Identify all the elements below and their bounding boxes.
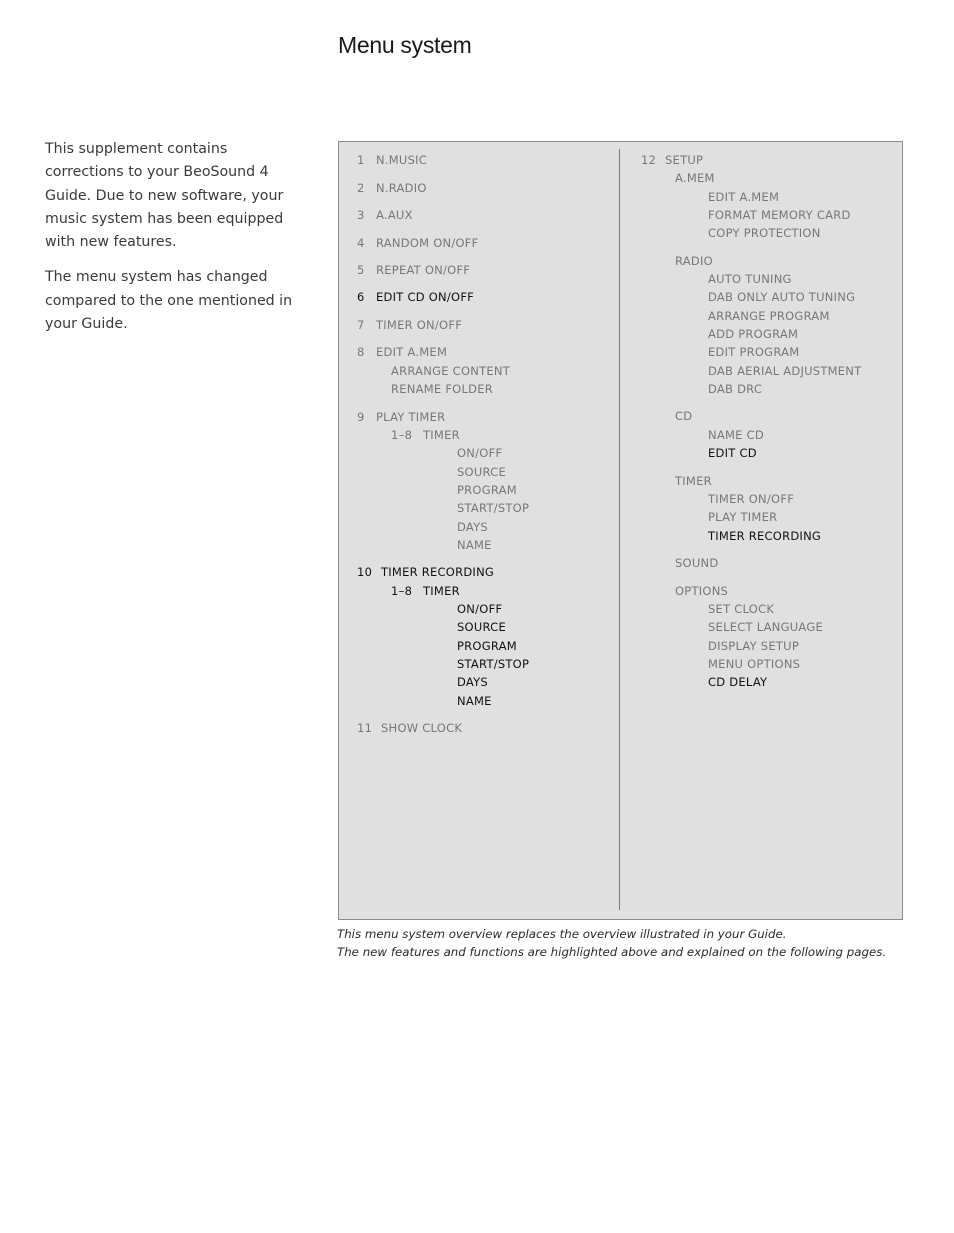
menu-item-label: A.AUX — [376, 208, 413, 222]
menu-item-label: NAME CD — [708, 428, 764, 442]
menu-item-right-20 — [708, 529, 821, 543]
menu-item-left-1 — [357, 153, 427, 167]
menu-item-label: TIMER ON/OFF — [708, 492, 795, 506]
menu-item-label: OPTIONS — [675, 584, 729, 598]
menu-item-right-25 — [708, 639, 799, 653]
menu-item-label: RANDOM ON/OFF — [376, 236, 479, 250]
menu-item-label: REPEAT ON/OFF — [376, 263, 471, 277]
menu-item-right-16 — [708, 446, 757, 460]
menu-item-label: A.MEM — [675, 171, 715, 185]
menu-item-right-12 — [708, 364, 861, 378]
menu-item-right-4 — [708, 208, 851, 222]
menu-item-right-14 — [675, 409, 692, 423]
menu-item-number: 6 — [357, 290, 365, 304]
menu-item-label: CD DELAY — [708, 675, 768, 689]
menu-item-left-20 — [391, 584, 460, 598]
menu-item-right-1 — [641, 153, 703, 167]
menu-item-label: TIMER — [675, 474, 712, 488]
menu-item-right-10 — [708, 327, 798, 341]
menu-item-label: PLAY TIMER — [708, 510, 778, 524]
menu-item-right-13 — [708, 382, 762, 396]
menu-item-left-16 — [457, 501, 529, 515]
menu-item-left-18 — [457, 538, 492, 552]
menu-item-label: CD — [675, 409, 693, 423]
menu-item-left-14 — [457, 465, 506, 479]
menu-item-label: PROGRAM — [457, 483, 517, 497]
menu-item-label: START/STOP — [457, 501, 530, 515]
menu-item-right-2 — [675, 171, 715, 185]
menu-item-right-15 — [708, 428, 764, 442]
menu-item-right-7 — [708, 272, 792, 286]
menu-item-label: N.RADIO — [376, 181, 427, 195]
menu-item-left-12 — [391, 428, 460, 442]
menu-item-label: EDIT PROGRAM — [708, 345, 800, 359]
menu-item-number: 5 — [357, 263, 365, 277]
menu-item-left-21 — [457, 602, 502, 616]
menu-item-label: DAB ONLY AUTO TUNING — [708, 290, 856, 304]
menu-item-number: 1–8 — [391, 584, 413, 598]
menu-item-label: SHOW CLOCK — [381, 721, 463, 735]
menu-item-label: N.MUSIC — [376, 153, 428, 167]
menu-item-right-18 — [708, 492, 794, 506]
menu-item-label: TIMER ON/OFF — [376, 318, 463, 332]
menu-item-number: 7 — [357, 318, 365, 332]
menu-item-left-25 — [457, 675, 488, 689]
menu-item-left-23 — [457, 639, 517, 653]
menu-item-number: 10 — [357, 565, 373, 579]
menu-item-number: 1 — [357, 153, 365, 167]
menu-item-number: 9 — [357, 410, 365, 424]
menu-item-label: SOUND — [675, 556, 719, 570]
menu-item-left-11 — [357, 410, 445, 424]
menu-item-left-13 — [457, 446, 502, 460]
column-divider — [619, 149, 620, 910]
menu-item-left-24 — [457, 657, 529, 671]
menu-item-label: ADD PROGRAM — [708, 327, 799, 341]
menu-item-number: 4 — [357, 236, 365, 250]
menu-item-label: AUTO TUNING — [708, 272, 792, 286]
menu-item-label: DISPLAY SETUP — [708, 639, 799, 653]
caption-line-2: The new features and functions are highlighted above and explained on the following pages. — [337, 945, 887, 960]
menu-item-left-2 — [357, 181, 427, 195]
menu-item-label: TIMER RECORDING — [381, 565, 495, 579]
menu-item-label: TIMER RECORDING — [708, 529, 822, 543]
page-title: Menu system — [338, 32, 472, 58]
menu-item-right-6 — [675, 254, 713, 268]
menu-overview-panel — [338, 141, 903, 920]
menu-item-label: EDIT A.MEM — [376, 345, 448, 359]
menu-item-label: START/STOP — [457, 657, 530, 671]
menu-item-label: ON/OFF — [457, 446, 503, 460]
menu-item-label: PROGRAM — [457, 639, 517, 653]
menu-item-label: SET CLOCK — [708, 602, 775, 616]
menu-item-right-17 — [675, 474, 712, 488]
menu-item-label: DAB DRC — [708, 382, 763, 396]
menu-item-label: ON/OFF — [457, 602, 503, 616]
menu-item-right-19 — [708, 510, 777, 524]
menu-item-right-5 — [708, 226, 821, 240]
menu-item-left-5 — [357, 263, 470, 277]
menu-item-left-17 — [457, 520, 488, 534]
menu-item-label: DAYS — [457, 520, 488, 534]
menu-item-label: EDIT CD ON/OFF — [376, 290, 475, 304]
menu-item-left-27 — [357, 721, 462, 735]
menu-item-number: 3 — [357, 208, 365, 222]
menu-item-label: NAME — [457, 538, 492, 552]
menu-item-label: RADIO — [675, 254, 713, 268]
menu-item-left-10 — [391, 382, 493, 396]
menu-item-right-24 — [708, 620, 823, 634]
figure-caption — [337, 925, 886, 962]
intro-text — [45, 138, 307, 348]
menu-item-right-11 — [708, 345, 799, 359]
menu-item-right-22 — [675, 584, 728, 598]
menu-item-label: RENAME FOLDER — [391, 382, 494, 396]
menu-item-label: COPY PROTECTION — [708, 226, 821, 240]
menu-item-right-21 — [675, 556, 718, 570]
menu-item-left-4 — [357, 236, 479, 250]
menu-item-right-9 — [708, 309, 830, 323]
menu-item-label: EDIT A.MEM — [708, 190, 780, 204]
menu-item-left-15 — [457, 483, 517, 497]
menu-item-right-27 — [708, 675, 767, 689]
menu-item-number: 12 — [641, 153, 657, 167]
menu-item-label: DAYS — [457, 675, 488, 689]
menu-item-left-26 — [457, 694, 492, 708]
menu-item-left-7 — [357, 318, 462, 332]
menu-item-label: FORMAT MEMORY CARD — [708, 208, 851, 222]
menu-item-number: 1–8 — [391, 428, 413, 442]
menu-item-label: EDIT CD — [708, 446, 757, 460]
menu-item-number: 11 — [357, 721, 373, 735]
menu-item-right-3 — [708, 190, 779, 204]
menu-item-label: SOURCE — [457, 620, 506, 634]
menu-item-left-9 — [391, 364, 510, 378]
menu-item-label: NAME — [457, 694, 492, 708]
menu-item-left-19 — [357, 565, 494, 579]
menu-item-label: ARRANGE CONTENT — [391, 364, 511, 378]
menu-item-left-3 — [357, 208, 413, 222]
menu-item-label: MENU OPTIONS — [708, 657, 801, 671]
menu-item-number: 2 — [357, 181, 365, 195]
menu-item-label: SELECT LANGUAGE — [708, 620, 824, 634]
menu-item-left-8 — [357, 345, 447, 359]
intro-paragraph-2: The menu system has changed compared to the one mentioned in your Guide. — [45, 269, 293, 333]
menu-item-right-23 — [708, 602, 774, 616]
caption-line-1: This menu system overview replaces the overview illustrated in your Guide. — [337, 927, 787, 941]
menu-item-label: ARRANGE PROGRAM — [708, 309, 830, 323]
menu-item-right-26 — [708, 657, 800, 671]
menu-item-label: SOURCE — [457, 465, 506, 479]
menu-item-left-22 — [457, 620, 506, 634]
menu-item-label: SETUP — [665, 153, 704, 167]
menu-item-left-6 — [357, 290, 474, 304]
menu-item-number: 8 — [357, 345, 365, 359]
menu-item-label: PLAY TIMER — [376, 410, 446, 424]
menu-item-right-8 — [708, 290, 855, 304]
intro-paragraph-1: This supplement contains corrections to your BeoSound 4 Guide. Due to new software, your music system has been equipped with new features. — [45, 141, 284, 251]
menu-item-label: DAB AERIAL ADJUSTMENT — [708, 364, 862, 378]
menu-item-label: TIMER — [423, 584, 460, 598]
menu-item-label: TIMER — [423, 428, 460, 442]
